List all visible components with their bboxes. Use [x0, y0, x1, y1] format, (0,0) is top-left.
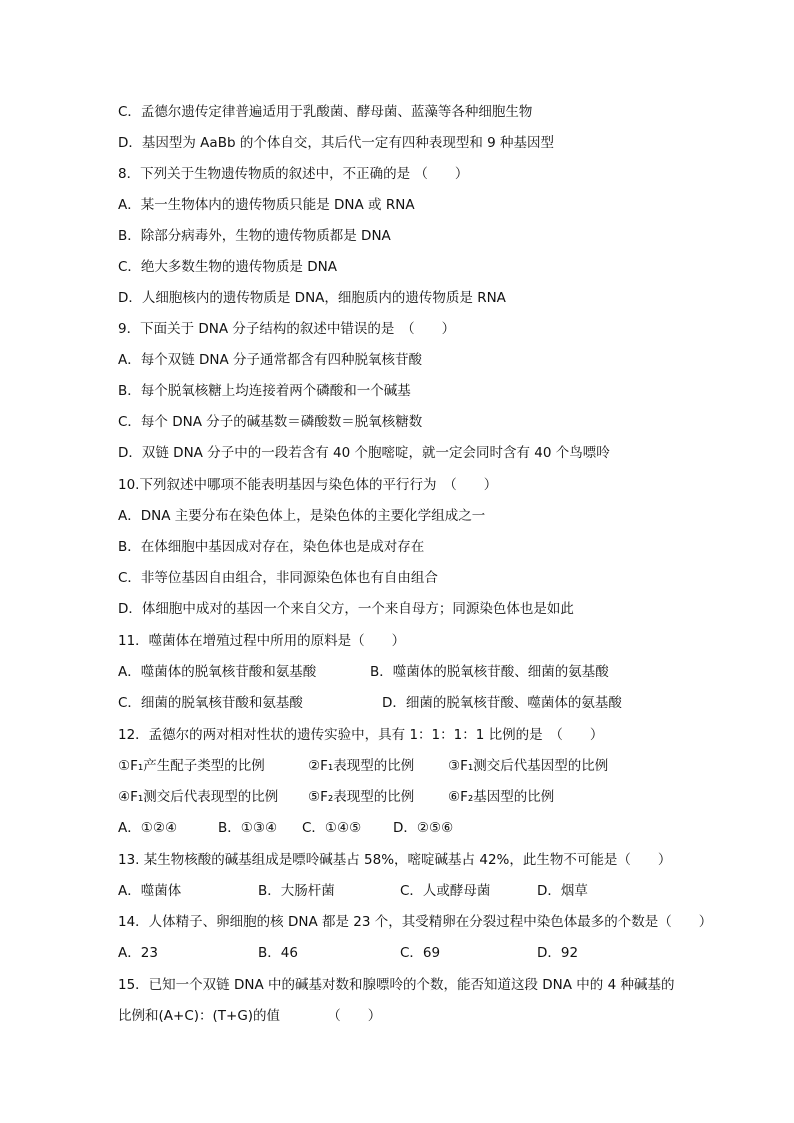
q10-option-b: B．在体细胞中基因成对存在，染色体也是成对存在 — [118, 539, 425, 555]
q12-item-3: ③F₁测交后代基因型的比例 — [448, 758, 609, 774]
q12-option-d: D．②⑤⑥ — [393, 820, 454, 836]
q12-option-b: B．①③④ — [218, 820, 278, 836]
q11-option-d: D．细菌的脱氧核苷酸、噬菌体的氨基酸 — [382, 695, 622, 711]
q15-stem-line-2: 比例和(A+C)：(T+G)的值 （ ） — [118, 1008, 382, 1024]
q11-option-b: B．噬菌体的脱氧核苷酸、细菌的氨基酸 — [370, 664, 609, 680]
q8-option-c: C．绝大多数生物的遗传物质是 DNA — [118, 259, 337, 275]
q13-option-b: B．大肠杆菌 — [258, 883, 335, 899]
q11-option-c: C．细菌的脱氧核苷酸和氨基酸 — [118, 695, 303, 711]
q9-option-c: C．每个 DNA 分子的碱基数＝磷酸数＝脱氧核糖数 — [118, 414, 423, 430]
q14-option-c: C．69 — [400, 945, 441, 961]
q10-option-a: A．DNA 主要分布在染色体上，是染色体的主要化学组成之一 — [118, 508, 486, 524]
q9-option-a: A．每个双链 DNA 分子通常都含有四种脱氧核苷酸 — [118, 352, 423, 368]
q10-option-c: C．非等位基因自由组合，非同源染色体也有自由组合 — [118, 570, 438, 586]
q12-item-1: ①F₁产生配子类型的比例 — [118, 758, 265, 774]
q10-stem: 10.下列叙述中哪项不能表明基因与染色体的平行行为 （ ） — [118, 477, 498, 493]
q14-option-a: A．23 — [118, 945, 158, 961]
q11-option-a: A．噬菌体的脱氧核苷酸和氨基酸 — [118, 664, 317, 680]
q7-option-c: C．孟德尔遗传定律普遍适用于乳酸菌、酵母菌、蓝藻等各种细胞生物 — [118, 104, 533, 120]
q8-stem: 8．下列关于生物遗传物质的叙述中，不正确的是 （ ） — [118, 166, 469, 182]
q7-option-d: D．基因型为 AaBb 的个体自交，其后代一定有四种表现型和 9 种基因型 — [118, 135, 554, 151]
q12-item-4: ④F₁测交后代表现型的比例 — [118, 789, 279, 805]
q9-option-b: B．每个脱氧核糖上均连接着两个磷酸和一个碱基 — [118, 383, 411, 399]
q12-item-6: ⑥F₂基因型的比例 — [448, 789, 555, 805]
q12-stem: 12．孟德尔的两对相对性状的遗传实验中，具有 1：1：1：1 比例的是 （ ） — [118, 727, 604, 743]
q10-option-d: D．体细胞中成对的基因一个来自父方，一个来自母方；同源染色体也是如此 — [118, 601, 574, 617]
q14-option-b: B．46 — [258, 945, 298, 961]
q13-option-d: D．烟草 — [537, 883, 588, 899]
q12-option-a: A．①②④ — [118, 820, 178, 836]
q12-item-5: ⑤F₂表现型的比例 — [308, 789, 415, 805]
q13-stem: 13. 某生物核酸的碱基组成是嘌呤碱基占 58%，嘧啶碱基占 42%，此生物不可能是（ ） — [118, 852, 672, 868]
q9-stem: 9．下面关于 DNA 分子结构的叙述中错误的是 （ ） — [118, 321, 456, 337]
q14-stem: 14．人体精子、卵细胞的核 DNA 都是 23 个，其受精卵在分裂过程中染色体最多的个数是（ ） — [118, 914, 713, 930]
q15-stem-line-1: 15．已知一个双链 DNA 中的碱基对数和腺嘌呤的个数，能否知道这段 DNA 中的 4 种碱基的 — [118, 977, 675, 993]
q8-option-d: D．人细胞核内的遗传物质是 DNA，细胞质内的遗传物质是 RNA — [118, 290, 506, 306]
q12-item-2: ②F₁表现型的比例 — [308, 758, 415, 774]
q13-option-c: C．人或酵母菌 — [400, 883, 491, 899]
q8-option-b: B．除部分病毒外，生物的遗传物质都是 DNA — [118, 228, 391, 244]
q13-option-a: A．噬菌体 — [118, 883, 182, 899]
q8-option-a: A．某一生物体内的遗传物质只能是 DNA 或 RNA — [118, 197, 415, 213]
q12-option-c: C．①④⑤ — [302, 820, 362, 836]
q14-option-d: D．92 — [537, 945, 579, 961]
q9-option-d: D．双链 DNA 分子中的一段若含有 40 个胞嘧啶，就一定会同时含有 40 个鸟嘌呤 — [118, 445, 610, 461]
q11-stem: 11．噬菌体在增殖过程中所用的原料是（ ） — [118, 633, 406, 649]
